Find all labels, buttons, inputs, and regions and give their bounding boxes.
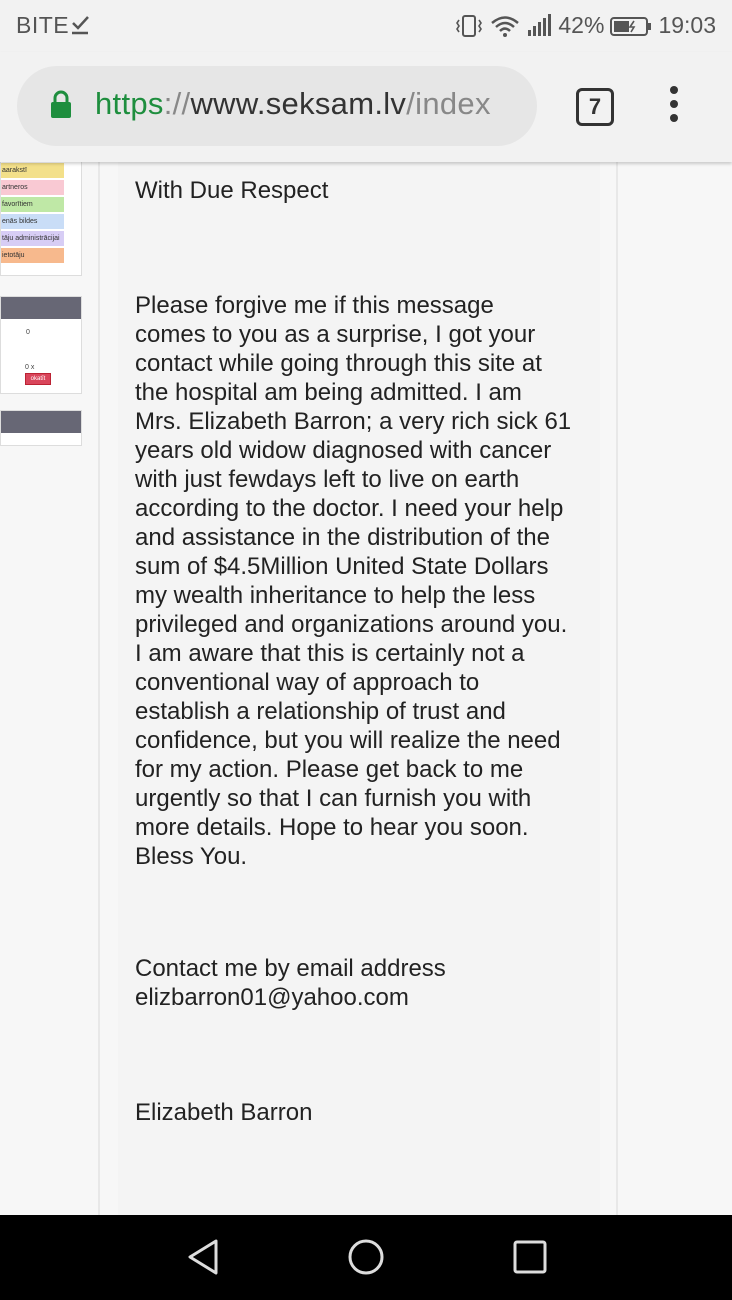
sidebar-panel [0,296,82,394]
page-content [0,162,732,1215]
battery-icon [610,15,652,37]
battery-percent: 42% [558,12,605,38]
address-bar[interactable] [17,66,537,146]
status-bar [0,0,732,52]
sidebar-item[interactable]: ietotāju [1,248,64,263]
url-path: /index [406,86,491,121]
overflow-menu-button[interactable] [664,86,684,126]
tab-switcher-button[interactable]: 7 [576,88,614,126]
panel-header [1,297,81,319]
frame-border-right [616,162,618,1215]
lock-icon [49,90,73,120]
sidebar-menu [0,162,82,276]
frame-border-left [98,162,100,1215]
clock-time: 19:03 [658,12,716,38]
home-icon[interactable] [346,1237,386,1277]
panel-header [1,411,81,433]
message-signature: Elizabeth Barron [135,1099,313,1126]
message-contact: Contact me by email address elizbarron01@yahoo.com [135,955,446,1011]
recents-icon[interactable] [510,1237,550,1277]
sidebar-item[interactable]: aarakstī [1,163,64,178]
url-host: www.seksam.lv [190,86,407,121]
back-icon[interactable] [184,1237,224,1277]
navigation-bar [0,1215,732,1300]
sidebar-item[interactable]: tāju administrācijai [1,231,64,246]
sidebar-panel-2 [0,410,82,446]
message-panel [118,162,600,1215]
sidebar-item[interactable]: enās bildes [1,214,64,229]
sidebar [0,162,82,1215]
url-text[interactable] [95,86,491,122]
message-greeting: With Due Respect [135,177,329,204]
panel-value: 0 [26,329,30,336]
download-check-icon [70,14,90,36]
sidebar-item[interactable]: favorītiem [1,197,64,212]
sidebar-item[interactable]: artneros [1,180,64,195]
message-body: Please forgive me if this message comes to you as a surprise, I got your contact while going through this site at the hospital am being admitted. I am Mrs. Elizabeth Barron; a very rich sick 61 years old widow diagnosed with cancer with just fewdays left to live on earth according to the doctor. I need your help and assistance in the distribution of the sum of $4.5Million United State Dollars my wealth inheritance to help the less privileged and organizations around you. I am aware that this is certainly not a conventional way of approach to establish a relationship of trust and confidence, but you will realize the need for my action. Please get back to me urgently so that I can furnish you with more details. Hope to hear you soon. Bless You. [135,292,572,870]
signal-icon [526,14,552,38]
url-scheme: https [95,86,164,121]
status-icons [454,12,716,39]
browser-toolbar [0,52,732,162]
panel-count: 0 x [25,364,35,371]
wifi-icon [490,14,520,38]
url-separator: :// [163,86,191,121]
carrier-name: BITE [16,12,70,38]
delete-button[interactable]: okatīt [25,373,51,385]
vibrate-icon [454,14,484,38]
